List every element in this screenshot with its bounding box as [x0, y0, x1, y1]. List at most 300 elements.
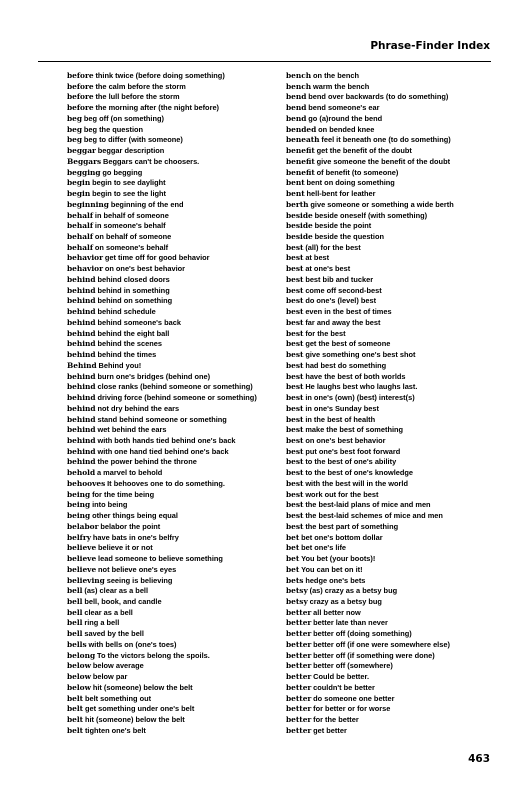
entry-phrase: Beggars can't be choosers. [103, 156, 200, 166]
entry-keyword: belt [67, 715, 84, 725]
entry-keyword: belt [67, 725, 84, 735]
index-entry [286, 436, 511, 447]
index-entry [67, 576, 277, 587]
index-entry [286, 576, 511, 587]
entry-keyword: best [286, 382, 304, 392]
entry-keyword: behind [67, 457, 96, 467]
index-entry [286, 264, 511, 275]
index-entry [286, 651, 511, 662]
index-entry [67, 586, 277, 597]
entry-phrase: He laughs best who laughs last. [305, 382, 418, 392]
index-entry [67, 500, 277, 511]
entry-phrase: with bells on (one's toes) [88, 639, 177, 649]
entry-keyword: behind [67, 414, 96, 424]
entry-keyword: beside [286, 221, 313, 231]
entry-phrase: It behooves one to do something. [107, 478, 225, 488]
entry-phrase: better off (doing something) [313, 629, 412, 639]
entry-phrase: believe it or not [98, 543, 153, 553]
index-entry [67, 597, 277, 608]
index-entry [286, 415, 511, 426]
entry-keyword: best [286, 253, 304, 263]
entry-keyword: behind [67, 435, 96, 445]
entry-phrase: warm the bench [312, 81, 370, 91]
index-entry [67, 200, 277, 211]
index-entry [286, 211, 511, 222]
index-entry [67, 726, 277, 737]
entry-keyword: betsy [286, 596, 308, 606]
index-entry [286, 318, 511, 329]
entry-phrase: for the best [305, 328, 346, 338]
entry-phrase: behind on something [97, 296, 173, 306]
index-entry [286, 103, 511, 114]
entry-keyword: best [286, 371, 304, 381]
entry-phrase: hit (someone) below the belt [92, 682, 193, 692]
entry-keyword: beside [286, 232, 313, 242]
index-entry [67, 651, 277, 662]
entry-keyword: best [286, 296, 304, 306]
index-entry [286, 92, 511, 103]
entry-phrase: had best do something [305, 360, 387, 370]
entry-keyword: behavior [67, 264, 103, 274]
index-entry [67, 404, 277, 415]
entry-keyword: behooves [67, 478, 106, 488]
entry-phrase: work out for the best [305, 489, 379, 499]
entry-phrase: seeing is believing [106, 575, 173, 585]
index-entry [67, 457, 277, 468]
entry-keyword: behold [67, 468, 96, 478]
entry-keyword: behind [67, 350, 96, 360]
index-entry [67, 629, 277, 640]
index-entry [67, 672, 277, 683]
index-entry [67, 82, 277, 93]
index-column-left [67, 71, 277, 737]
entry-phrase: beside the question [314, 232, 384, 242]
index-entry [286, 522, 511, 533]
entry-phrase: have bats in one's belfry [92, 532, 179, 542]
entry-keyword: Behind [67, 360, 97, 370]
entry-phrase: go begging [102, 167, 143, 177]
entry-phrase: beside the point [314, 221, 372, 231]
index-entry [67, 425, 277, 436]
entry-keyword: best [286, 435, 304, 445]
index-entry [67, 307, 277, 318]
entry-keyword: better [286, 607, 312, 617]
entry-phrase: think twice (before doing something) [95, 71, 225, 80]
index-entry [67, 264, 277, 275]
index-entry [67, 565, 277, 576]
entry-phrase: Behind you! [98, 360, 142, 370]
index-entry [286, 694, 511, 705]
entry-phrase: hell-bent for leather [306, 189, 376, 199]
index-entry [67, 135, 277, 146]
entry-keyword: believe [67, 554, 97, 564]
index-entry [286, 253, 511, 264]
entry-keyword: behind [67, 317, 96, 327]
index-entry [67, 157, 277, 168]
entry-phrase: come off second-best [305, 285, 382, 295]
entry-phrase: driving force (behind someone or something) [97, 393, 257, 403]
entry-keyword: best [286, 264, 304, 274]
entry-phrase: behind the times [97, 350, 157, 360]
entry-keyword: bell [67, 586, 83, 596]
entry-phrase: do someone one better [313, 693, 395, 703]
entry-phrase: bet one's bottom dollar [301, 532, 383, 542]
entry-keyword: best [286, 339, 304, 349]
index-entry [67, 640, 277, 651]
index-entry [286, 114, 511, 125]
entry-phrase: in the best of health [305, 414, 376, 424]
entry-phrase: behind closed doors [97, 274, 170, 284]
entry-phrase: close ranks (behind someone or something) [97, 382, 253, 392]
entry-phrase: (as) clear as a bell [84, 586, 149, 596]
entry-keyword: below [67, 672, 91, 682]
entry-keyword: believing [67, 575, 105, 585]
entry-keyword: best [286, 478, 304, 488]
entry-phrase: better off (if something were done) [313, 650, 435, 660]
index-entry [286, 232, 511, 243]
entry-phrase: beg off (on something) [83, 113, 164, 123]
entry-keyword: better [286, 715, 312, 725]
entry-phrase: the calm before the storm [95, 81, 186, 91]
entry-keyword: bells [67, 639, 87, 649]
index-entry [67, 533, 277, 544]
entry-keyword: best [286, 403, 304, 413]
entry-phrase: hit (someone) below the belt [84, 715, 185, 725]
entry-keyword: bended [286, 124, 317, 134]
index-entry [67, 479, 277, 490]
index-entry [67, 71, 277, 82]
entry-phrase: the power behind the throne [97, 457, 197, 467]
index-entry [286, 479, 511, 490]
entry-keyword: bet [286, 554, 300, 564]
entry-keyword: beg [67, 135, 83, 145]
entry-keyword: before [67, 81, 94, 91]
entry-phrase: (as) crazy as a betsy bug [309, 586, 398, 596]
entry-phrase: ring a bell [84, 618, 120, 628]
entry-keyword: bell [67, 618, 83, 628]
entry-phrase: in one's Sunday best [305, 403, 379, 413]
entry-phrase: the best-laid plans of mice and men [305, 500, 431, 510]
entry-phrase: even in the best of times [305, 307, 392, 317]
index-entry [286, 640, 511, 651]
index-entry [286, 221, 511, 232]
entry-keyword: best [286, 521, 304, 531]
entry-phrase: beg to differ (with someone) [83, 135, 183, 145]
entry-phrase: bend someone's ear [308, 103, 380, 113]
index-entry [67, 372, 277, 383]
entry-keyword: bent [286, 178, 305, 188]
entry-keyword: beginning [67, 199, 109, 209]
entry-keyword: Beggars [67, 156, 102, 166]
index-entry [67, 436, 277, 447]
entry-phrase: all better now [313, 607, 361, 617]
entry-phrase: bell, book, and candle [84, 596, 162, 606]
entry-phrase: Could be better. [313, 672, 370, 682]
entry-phrase: far and away the best [305, 317, 381, 327]
entry-keyword: begin [67, 178, 91, 188]
index-entry [67, 232, 277, 243]
index-entry [67, 522, 277, 533]
entry-keyword: benefit [286, 167, 315, 177]
index-entry [286, 661, 511, 672]
index-entry [286, 82, 511, 93]
index-entry [67, 211, 277, 222]
entry-phrase: couldn't be better [313, 682, 375, 692]
entry-keyword: behind [67, 328, 96, 338]
entry-phrase: on behalf of someone [94, 232, 172, 242]
index-entry [67, 243, 277, 254]
entry-phrase: into being [92, 500, 128, 510]
entry-phrase: begin to see the light [92, 189, 166, 199]
entry-keyword: bell [67, 629, 83, 639]
entry-keyword: behind [67, 403, 96, 413]
entry-phrase: with one hand tied behind one's back [97, 446, 229, 456]
entry-keyword: best [286, 317, 304, 327]
entry-keyword: best [286, 350, 304, 360]
entry-phrase: the lull before the storm [95, 92, 180, 102]
entry-keyword: beggar [67, 146, 96, 156]
entry-phrase: To the victors belong the spoils. [97, 650, 210, 660]
entry-phrase: behind someone's back [97, 317, 181, 327]
entry-phrase: beside oneself (with something) [314, 210, 428, 220]
index-entry [67, 275, 277, 286]
index-entry [286, 554, 511, 565]
index-entry [286, 372, 511, 383]
index-entry [67, 543, 277, 554]
index-entry [67, 189, 277, 200]
index-entry [286, 307, 511, 318]
index-entry [286, 189, 511, 200]
index-entry [67, 125, 277, 136]
entry-phrase: not dry behind the ears [97, 403, 180, 413]
entry-keyword: better [286, 672, 312, 682]
entry-keyword: benefit [286, 156, 315, 166]
index-entry [286, 500, 511, 511]
entry-phrase: on one's best behavior [305, 435, 386, 445]
index-entry [286, 146, 511, 157]
entry-keyword: belong [67, 650, 96, 660]
entry-phrase: to the best of one's knowledge [305, 468, 414, 478]
entry-keyword: better [286, 650, 312, 660]
entry-phrase: get the best of someone [305, 339, 391, 349]
entry-phrase: below average [92, 661, 144, 671]
index-entry [286, 393, 511, 404]
entry-keyword: best [286, 489, 304, 499]
entry-phrase: burn one's bridges (behind one) [97, 371, 211, 381]
index-entry [67, 715, 277, 726]
index-column-right [286, 71, 511, 737]
entry-keyword: behind [67, 339, 96, 349]
index-entry [67, 361, 277, 372]
entry-keyword: begging [67, 167, 101, 177]
entry-keyword: bend [286, 113, 307, 123]
entry-keyword: bet [286, 532, 300, 542]
index-entry [67, 114, 277, 125]
entry-phrase: hedge one's bets [305, 575, 366, 585]
entry-keyword: bent [286, 189, 305, 199]
index-entry [286, 361, 511, 372]
index-entry [286, 683, 511, 694]
entry-keyword: being [67, 500, 91, 510]
index-entry [67, 468, 277, 479]
index-entry [67, 350, 277, 361]
index-entry [286, 71, 511, 82]
entry-keyword: bet [286, 564, 300, 574]
entry-phrase: behind the scenes [97, 339, 162, 349]
entry-keyword: best [286, 414, 304, 424]
entry-keyword: betsy [286, 586, 308, 596]
entry-keyword: bell [67, 607, 83, 617]
entry-phrase: lead someone to believe something [98, 554, 223, 564]
index-entry [286, 157, 511, 168]
running-header: Phrase-Finder Index [370, 40, 490, 52]
index-entry [286, 629, 511, 640]
index-entry [286, 243, 511, 254]
entry-phrase: for the better [313, 715, 359, 725]
entry-keyword: best [286, 307, 304, 317]
entry-phrase: get better [313, 725, 347, 735]
index-entry [67, 415, 277, 426]
index-entry [286, 726, 511, 737]
entry-keyword: best [286, 328, 304, 338]
entry-keyword: bench [286, 71, 312, 80]
entry-keyword: better [286, 661, 312, 671]
entry-phrase: behind in something [97, 285, 170, 295]
entry-keyword: before [67, 71, 94, 80]
entry-phrase: the best-laid schemes of mice and men [305, 511, 443, 521]
entry-phrase: wet behind the ears [97, 425, 167, 435]
entry-keyword: best [286, 511, 304, 521]
entry-keyword: being [67, 511, 91, 521]
entry-keyword: better [286, 629, 312, 639]
entry-phrase: beginning of the end [110, 199, 184, 209]
index-entry [286, 457, 511, 468]
entry-phrase: the morning after (the night before) [95, 103, 220, 113]
index-entry [67, 253, 277, 264]
index-entry [286, 672, 511, 683]
entry-phrase: belabor the point [100, 521, 161, 531]
index-entry [67, 704, 277, 715]
entry-keyword: bench [286, 81, 312, 91]
entry-phrase: crazy as a betsy bug [309, 596, 382, 606]
entry-phrase: bent on doing something [306, 178, 395, 188]
entry-phrase: for better or for worse [313, 704, 391, 714]
entry-keyword: behind [67, 393, 96, 403]
entry-phrase: get the benefit of the doubt [316, 146, 412, 156]
index-entry [67, 393, 277, 404]
entry-keyword: behalf [67, 232, 94, 242]
index-entry [286, 715, 511, 726]
entry-phrase: to the best of one's ability [305, 457, 397, 467]
index-entry [67, 92, 277, 103]
entry-keyword: behind [67, 371, 96, 381]
entry-keyword: behind [67, 274, 96, 284]
entry-keyword: bend [286, 103, 307, 113]
entry-phrase: with both hands tied behind one's back [97, 435, 236, 445]
entry-phrase: behind the eight ball [97, 328, 170, 338]
index-entry [286, 468, 511, 479]
entry-keyword: beg [67, 124, 83, 134]
index-entry [67, 329, 277, 340]
entry-phrase: get time off for good behavior [104, 253, 210, 263]
index-entry [286, 533, 511, 544]
entry-keyword: belt [67, 693, 84, 703]
entry-phrase: You can bet on it! [301, 564, 363, 574]
entry-keyword: best [286, 457, 304, 467]
index-entry [286, 543, 511, 554]
entry-keyword: believe [67, 564, 97, 574]
index-entry [67, 694, 277, 705]
entry-keyword: berth [286, 199, 309, 209]
entry-keyword: better [286, 704, 312, 714]
index-entry [286, 178, 511, 189]
entry-keyword: believe [67, 543, 97, 553]
entry-phrase: at one's best [305, 264, 351, 274]
entry-phrase: behind schedule [97, 307, 156, 317]
entry-phrase: put one's best foot forward [305, 446, 401, 456]
index-entry [67, 103, 277, 114]
entry-keyword: beneath [286, 135, 320, 145]
entry-phrase: give someone the benefit of the doubt [316, 156, 451, 166]
entry-phrase: You bet (your boots)! [301, 554, 376, 564]
entry-phrase: at best [305, 253, 330, 263]
index-entry [67, 221, 277, 232]
entry-keyword: best [286, 468, 304, 478]
entry-phrase: on the bench [312, 71, 359, 80]
index-entry [286, 135, 511, 146]
index-entry [67, 296, 277, 307]
entry-keyword: behalf [67, 210, 94, 220]
index-entry [286, 597, 511, 608]
entry-phrase: go (a)round the bend [308, 113, 383, 123]
entry-keyword: belabor [67, 521, 99, 531]
index-entry [286, 447, 511, 458]
entry-phrase: better off (if one were somewhere else) [313, 639, 450, 649]
entry-keyword: belfry [67, 532, 92, 542]
entry-keyword: bet [286, 543, 300, 553]
entry-keyword: best [286, 360, 304, 370]
entry-keyword: best [286, 500, 304, 510]
index-entry [286, 275, 511, 286]
entry-phrase: of benefit (to someone) [316, 167, 399, 177]
entry-keyword: before [67, 92, 94, 102]
entry-phrase: stand behind someone or something [97, 414, 227, 424]
entry-phrase: belt something out [84, 693, 152, 703]
entry-keyword: behind [67, 425, 96, 435]
index-entry [67, 661, 277, 672]
entry-phrase: not believe one's eyes [98, 564, 177, 574]
index-entry [286, 382, 511, 393]
entry-keyword: best [286, 242, 304, 252]
entry-phrase: tighten one's belt [84, 725, 146, 735]
entry-phrase: other things being equal [92, 511, 178, 521]
index-entry [286, 490, 511, 501]
entry-keyword: better [286, 693, 312, 703]
entry-phrase: bet one's life [301, 543, 347, 553]
index-entry [286, 286, 511, 297]
index-entry [286, 339, 511, 350]
index-entry [67, 168, 277, 179]
entry-keyword: behind [67, 307, 96, 317]
index-entry [67, 554, 277, 565]
index-entry [286, 296, 511, 307]
entry-keyword: behavior [67, 253, 103, 263]
entry-keyword: best [286, 393, 304, 403]
entry-keyword: below [67, 661, 91, 671]
entry-phrase: give something one's best shot [305, 350, 416, 360]
entry-keyword: below [67, 682, 91, 692]
index-entry [67, 683, 277, 694]
